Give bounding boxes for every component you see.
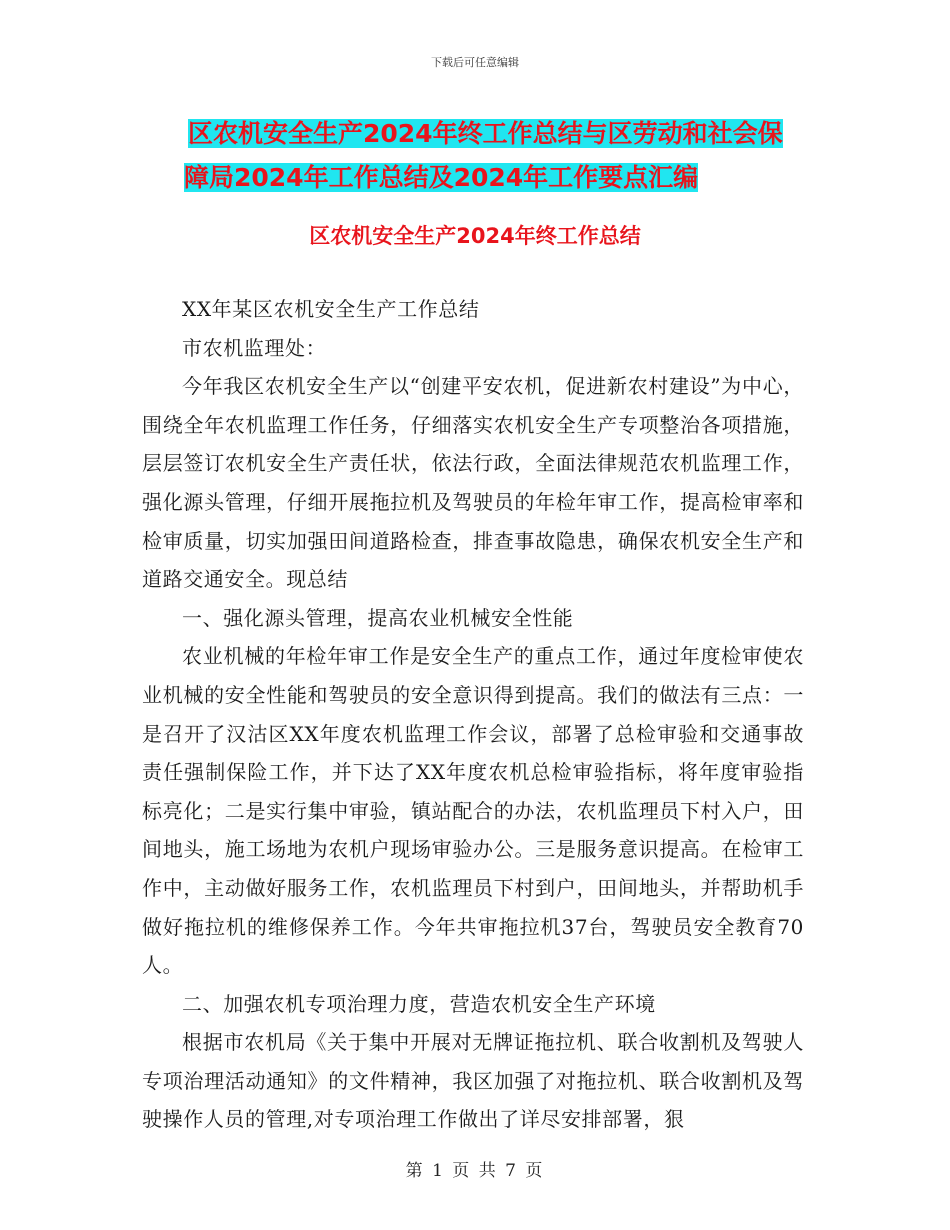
paragraph: 农业机械的年检年审工作是安全生产的重点工作，通过年度检审使农业机械的安全性能和驾驶员的安全意识得到提高。我们的做法有三点：一是召开了汉沽区XX年度农机监理工作会议，部署了总检审验和交通事故责任强制保险工作，并下达了XX年度农机总检审验指标，将年度审验指标亮化；二是实行集中审验，镇站配合的办法，农机监理员下村入户，田间地头，施工场地为农机户现场审验办公。三是服务意识提高。在检审工作中，主动做好服务工作，农机监理员下村到户，田间地头，并帮助机手做好拖拉机的维修保养工作。今年共审拖拉机37台，驾驶员安全教育70人。 xyxy=(142,644,804,978)
main-title-line-1: 区农机安全生产2024年终工作总结与区劳动和社会保 xyxy=(188,119,783,148)
paragraph: 一、强化源头管理，提高农业机械安全性能 xyxy=(182,605,574,630)
paragraph: XX年某区农机安全生产工作总结 xyxy=(182,297,480,321)
page-number-footer: 第 1 页 共 7 页 xyxy=(405,1161,545,1181)
section-title: 区农机安全生产2024年终工作总结 xyxy=(309,224,641,248)
paragraph: 今年我区农机安全生产以“创建平安农机，促进新农村建设”为中心，围绕全年农机监理工作任务，仔细落实农机安全生产专项整治各项措施，层层签订农机安全生产责任状，依法行政，全面法律规范农机监理工作，强化源头管理，仔细开展拖拉机及驾驶员的年检年审工作，提高检审率和检审质量，切实加强田间道路检查，排查事故隐患，确保农机安全生产和道路交通安全。现总结 xyxy=(142,374,804,592)
document-body xyxy=(142,290,804,1139)
paragraph: 根据市农机局《关于集中开展对无牌证拖拉机、联合收割机及驾驶人专项治理活动通知》的文件精神，我区加强了对拖拉机、联合收割机及驾驶操作人员的管理,对专项治理工作做出了详尽安排部署，狠 xyxy=(142,1030,804,1132)
document-main-title xyxy=(140,112,820,200)
main-title-line-2: 障局2024年工作总结及2024年工作要点汇编 xyxy=(184,163,699,192)
page-header-note: 下载后可任意编辑 xyxy=(431,56,519,69)
paragraph: 二、加强农机专项治理力度，营造农机安全生产环境 xyxy=(182,991,656,1016)
paragraph: 市农机监理处： xyxy=(182,335,327,360)
